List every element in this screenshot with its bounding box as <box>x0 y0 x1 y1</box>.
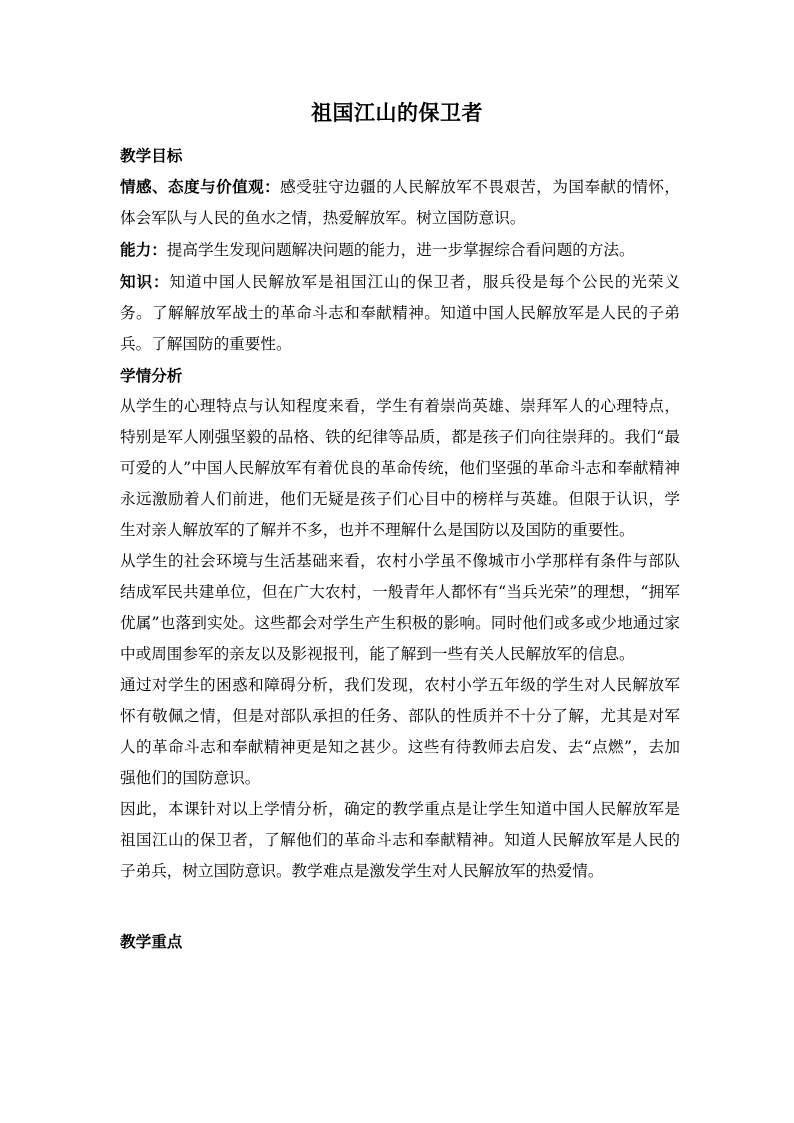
blank-line <box>120 887 680 918</box>
section-heading-goals: 教学目标 <box>120 146 183 165</box>
analysis-paragraph: 通过对学生的困惑和障碍分析，我们发现，农村小学五年级的学生对人民解放军怀有敬佩之情，但是对部队承担的任务、部队的性质并不十分了解，尤其是对军人的革命斗志和奉献精神更是知之甚少。这些有待教师去启发、去“点燃”，去加强他们的国防意识。 <box>120 676 680 787</box>
goal-knowledge-text: 知道中国人民解放军是祖国江山的保卫者，服兵役是每个公民的光荣义务。了解解放军战士的革命斗志和奉献精神。知道中国人民解放军是人民的子弟兵。了解国防的重要性。 <box>120 273 680 353</box>
section-heading-key-points: 教学重点 <box>120 932 183 951</box>
goal-emotion-text: 感受驻守边疆的人民解放军不畏艰苦，为国奉献的情怀，体会军队与人民的鱼水之情，热爱解放军。树立国防意识。 <box>120 178 680 227</box>
goal-emotion <box>120 171 680 234</box>
document-title: 祖国江山的保卫者 <box>311 100 483 125</box>
goal-ability-label: 能力： <box>120 240 167 259</box>
goal-emotion-label: 情感、态度与价值观： <box>120 177 281 196</box>
section-heading-analysis: 学情分析 <box>120 366 183 385</box>
goal-ability-text: 提高学生发现问题解决问题的能力，进一步掌握综合看问题的方法。 <box>166 241 635 259</box>
goal-ability <box>120 234 680 266</box>
document-body <box>120 140 680 957</box>
goal-knowledge-label: 知识： <box>120 272 170 291</box>
goal-knowledge <box>120 266 680 360</box>
analysis-paragraph: 从学生的社会环境与生活基础来看，农村小学虽不像城市小学那样有条件与部队结成军民共建单位，但在广大农村，一般青年人都怀有“当兵光荣”的理想，“拥军优属”也落到实处。这些都会对学生产生积极的影响。同时他们或多或少地通过家中或周围参军的亲友以及影视报刊，能了解到一些有关人民解放军的信息。 <box>120 552 680 663</box>
analysis-paragraph: 从学生的心理特点与认知程度来看，学生有着崇尚英雄、崇拜军人的心理特点，特别是军人刚强坚毅的品格、铁的纪律等品质，都是孩子们向往崇拜的。我们“最可爱的人”中国人民解放军有着优良的革命传统，他们坚强的革命斗志和奉献精神永远激励着人们前进，他们无疑是孩子们心目中的榜样与英雄。但限于认识，学生对亲人解放军的了解并不多，也并不理解什么是国防以及国防的重要性。 <box>120 397 680 539</box>
analysis-paragraph: 因此，本课针对以上学情分析，确定的教学重点是让学生知道中国人民解放军是祖国江山的保卫者，了解他们的革命斗志和奉献精神。知道人民解放军是人民的子弟兵，树立国防意识。教学难点是激发学生对人民解放军的热爱情。 <box>120 800 680 880</box>
